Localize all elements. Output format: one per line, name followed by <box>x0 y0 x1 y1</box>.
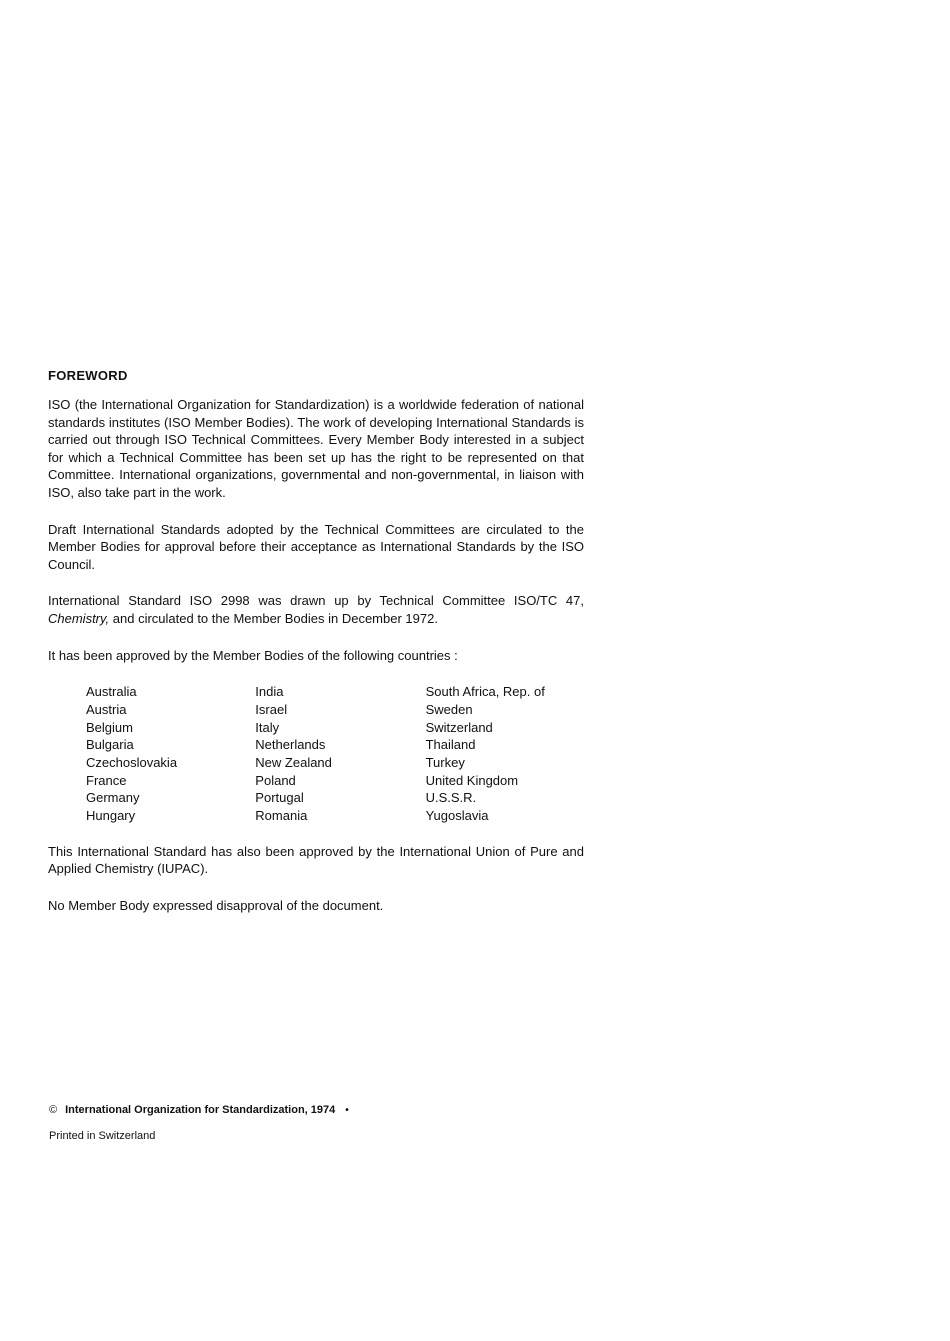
countries-column-2 <box>255 683 425 825</box>
country-item: Switzerland <box>425 719 493 735</box>
foreword-section <box>48 368 584 934</box>
country-item: Sweden <box>425 701 473 717</box>
country-item: U.S.S.R. <box>425 790 477 806</box>
country-item: Israel <box>255 701 288 717</box>
footer <box>49 1104 649 1142</box>
country-item: India <box>255 684 284 700</box>
country-item: Hungary <box>86 808 136 824</box>
country-item: United Kingdom <box>425 772 519 788</box>
country-item: Bulgaria <box>86 737 134 753</box>
country-item: Poland <box>255 772 296 788</box>
country-item: Czechoslovakia <box>86 754 178 770</box>
country-item: Portugal <box>255 790 304 806</box>
paragraph-iso-intro: ISO (the International Organization for Standardization) is a worldwide federation of national standards institutes (ISO Member Bodies). The work of developing International Standards is carried out through ISO Technical Committees. Every Member Body interested in a subject for which a Technical Committee has been set up has the right to be represented on that Committee. International organizations, governmental and non-governmental, in liaison with ISO, also take part in the work. <box>48 397 584 500</box>
country-item: Turkey <box>425 754 465 770</box>
circulation-text: and circulated to the Member Bodies in December 1972. <box>109 610 438 626</box>
country-item: New Zealand <box>255 754 332 770</box>
countries-column-1 <box>86 683 255 825</box>
country-item: Yugoslavia <box>425 808 489 824</box>
country-item: Australia <box>86 684 137 700</box>
paragraph-no-disapproval: No Member Body expressed disapproval of the document. <box>48 897 384 913</box>
countries-list <box>86 683 584 825</box>
countries-column-3 <box>426 683 584 825</box>
country-item: Netherlands <box>255 737 326 753</box>
committee-name: Chemistry, <box>48 610 110 626</box>
copyright-icon: © <box>49 1104 58 1116</box>
country-item: France <box>86 772 127 788</box>
country-item: Germany <box>86 790 140 806</box>
paragraph-iupac: This International Standard has also been approved by the International Union of Pure and Applied Chemistry (IUPAC). <box>48 843 584 877</box>
copyright-line <box>49 1104 649 1116</box>
standard-origin-text: International Standard ISO 2998 was drawn up by Technical Committee ISO/TC 47, <box>48 593 584 609</box>
country-item: Italy <box>255 719 280 735</box>
country-item: Austria <box>86 701 127 717</box>
country-item: South Africa, Rep. of <box>425 684 545 700</box>
page-title: FOREWORD <box>48 368 128 383</box>
paragraph-draft-standards: Draft International Standards adopted by the Technical Committees are circulated to the Member Bodies for approval before their acceptance as International Standards by the ISO Council. <box>48 521 584 572</box>
printed-location: Printed in Switzerland <box>49 1130 156 1142</box>
country-item: Thailand <box>425 737 476 753</box>
paragraph-standard-origin <box>48 592 584 627</box>
paragraph-approval: It has been approved by the Member Bodies of the following countries : <box>48 647 458 663</box>
copyright-text: International Organization for Standardization, 1974 <box>65 1104 336 1116</box>
country-item: Romania <box>255 808 308 824</box>
country-item: Belgium <box>86 719 133 735</box>
bullet-icon: • <box>345 1104 349 1116</box>
